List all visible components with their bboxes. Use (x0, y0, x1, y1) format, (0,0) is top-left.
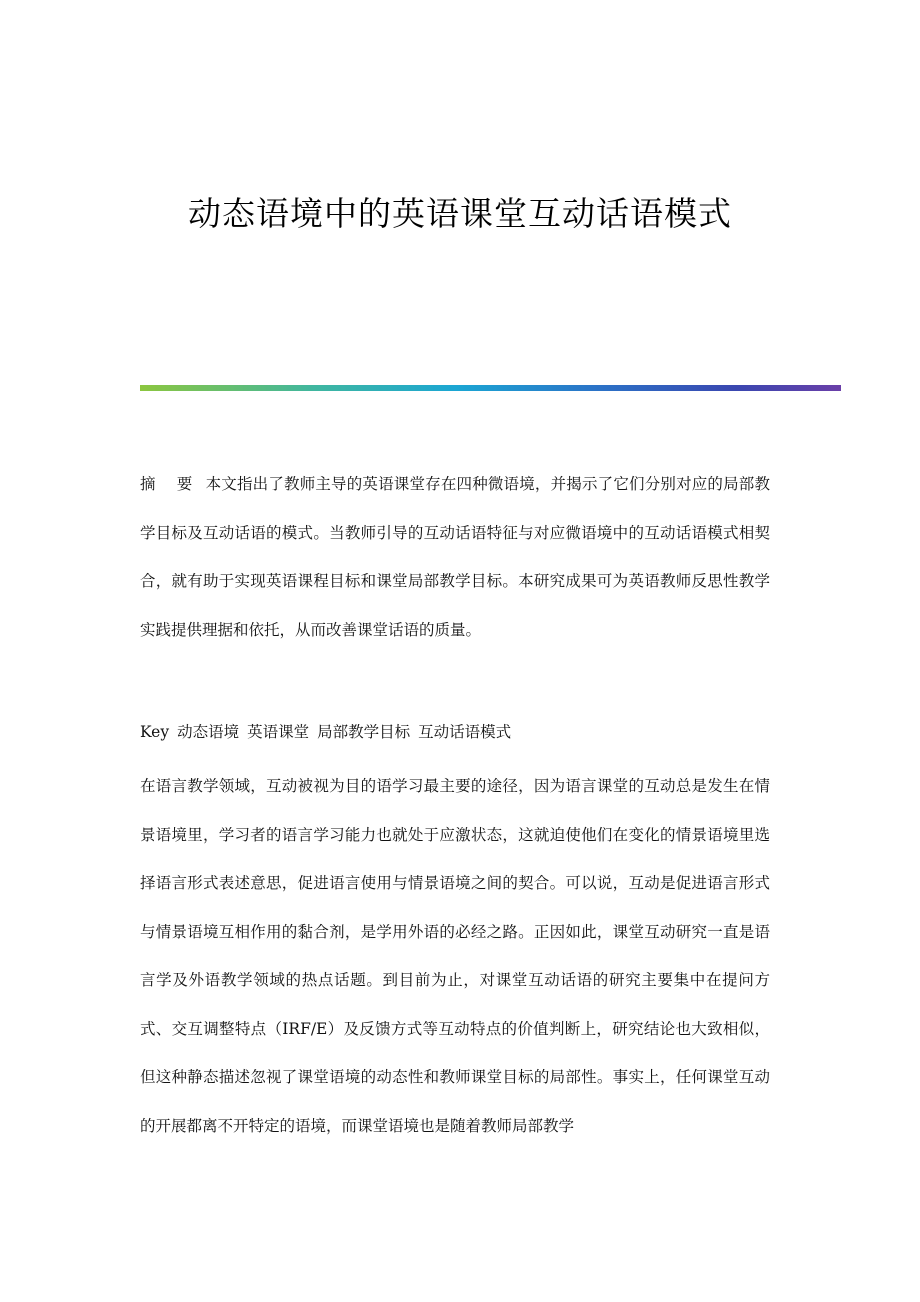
keyword-item: 动态语境 (177, 723, 240, 741)
keyword-item: 局部教学目标 (317, 723, 411, 741)
keywords-line (140, 708, 770, 757)
body-paragraph: 在语言教学领域，互动被视为目的语学习最主要的途径，因为语言课堂的互动总是发生在情景语境里，学习者的语言学习能力也就处于应激状态，这就迫使他们在变化的情景语境里选择语言形式表述意思，促进语言使用与情景语境之间的契合。可以说，互动是促进语言形式与情景语境互相作用的黏合剂，是学用外语的必经之路。正因如此，课堂互动研究一直是语言学及外语教学领域的热点话题。到目前为止，对课堂互动话语的研究主要集中在提问方式、交互调整特点（IRF/E）及反馈方式等互动特点的价值判断上，研究结论也大致相似，但这种静态描述忽视了课堂语境的动态性和教师课堂目标的局部性。事实上，任何课堂互动的开展都离不开特定的语境，而课堂语境也是随着教师局部教学 (140, 777, 770, 1135)
keyword-item: 英语课堂 (247, 723, 310, 741)
abstract-text: 本文指出了教师主导的英语课堂存在四种微语境，并揭示了它们分别对应的局部教学目标及互动话语的模式。当教师引导的互动话语特征与对应微语境中的互动话语模式相契合，就有助于实现英语课程目标和课堂局部教学目标。本研究成果可为英语教师反思性教学实践提供理据和依托，从而改善课堂话语的质量。 (140, 475, 770, 639)
document-title: 动态语境中的英语课堂互动话语模式 (188, 194, 732, 233)
keywords-label: Key (140, 723, 170, 741)
gradient-divider (140, 385, 841, 391)
keyword-item: 互动话语模式 (418, 723, 512, 741)
abstract-label: 摘 要 (140, 475, 201, 493)
abstract (140, 460, 770, 654)
